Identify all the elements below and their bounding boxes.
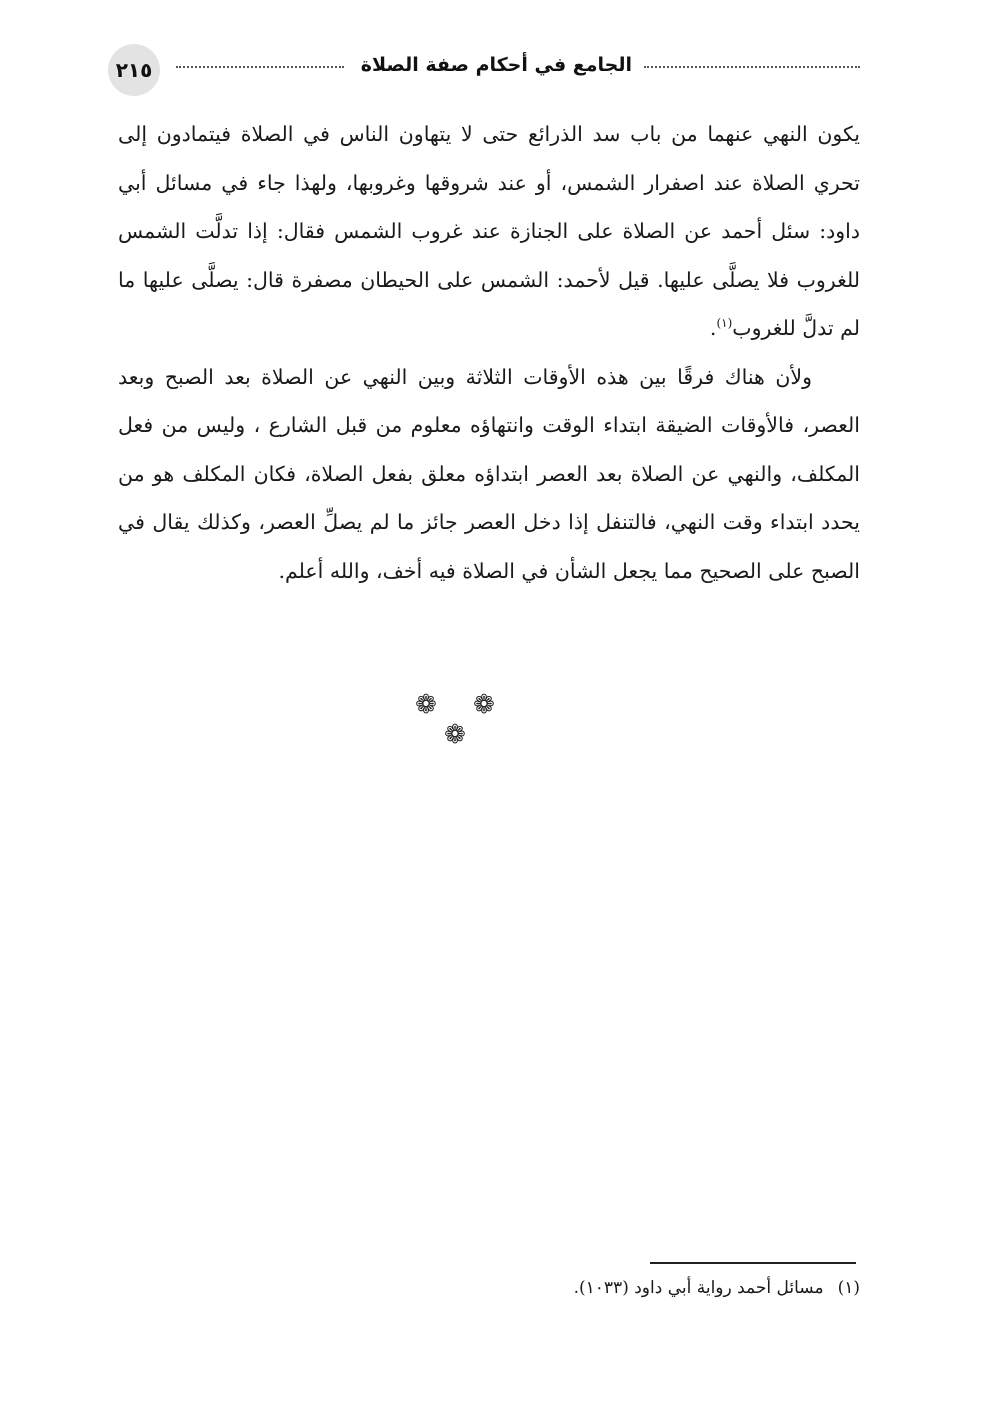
header-title: الجامع في أحكام صفة الصلاة xyxy=(360,54,632,76)
page-number-badge: ٢١٥ xyxy=(108,44,160,96)
section-divider-ornament: ❁ ❁ ❁ xyxy=(415,690,509,750)
header-dotted-leader-right xyxy=(644,66,860,68)
paragraph-1 xyxy=(118,110,860,353)
header-dotted-leader-left xyxy=(176,66,344,68)
paragraph-2: ولأن هناك فرقًا بين هذه الأوقات الثلاثة وبين النهي عن الصلاة بعد الصبح وبعد العصر، فالأوقات الضيقة ابتداء الوقت وانتهاؤه معلوم من قبل الشارع ، وليس من فعل المكلف، والنهي عن الصلاة بعد العصر ابتداؤه معلق بفعل الصلاة، فكان المكلف هو من يحدد ابتداء وقت النهي، فالتنفل إذا دخل العصر جائز ما لم يصلِّ العصر، وكذلك يقال في الصبح على الصحيح مما يجعل الشأن في الصلاة فيه أخف، والله أعلم. xyxy=(118,364,860,583)
paragraph-1-end: . xyxy=(709,316,717,340)
footnote-number: (١) xyxy=(837,1278,860,1298)
footnote-text: مسائل أحمد رواية أبي داود (١٠٣٣). xyxy=(573,1278,824,1298)
page-header xyxy=(108,44,860,96)
paragraph-1-text: يكون النهي عنهما من باب سد الذرائع حتى لا يتهاون الناس في الصلاة فيتمادون إلى تحري الصلاة عند اصفرار الشمس، أو عند شروقها وغروبها، ولهذا جاء في مسائل أبي داود: سئل أحمد عن الصلاة على الجنازة عند غروب الشمس فقال: إذا تدلَّت الشمس للغروب فلا يصلَّى عليها. قيل لأحمد: الشمس على الحيطان مصفرة قال: يصلَّى عليها ما لم تدلَّ للغروب xyxy=(118,122,860,340)
body-text xyxy=(118,110,860,595)
footnote-reference: (١) xyxy=(716,316,733,331)
footnote xyxy=(574,1278,860,1298)
footnote-separator xyxy=(650,1262,856,1264)
